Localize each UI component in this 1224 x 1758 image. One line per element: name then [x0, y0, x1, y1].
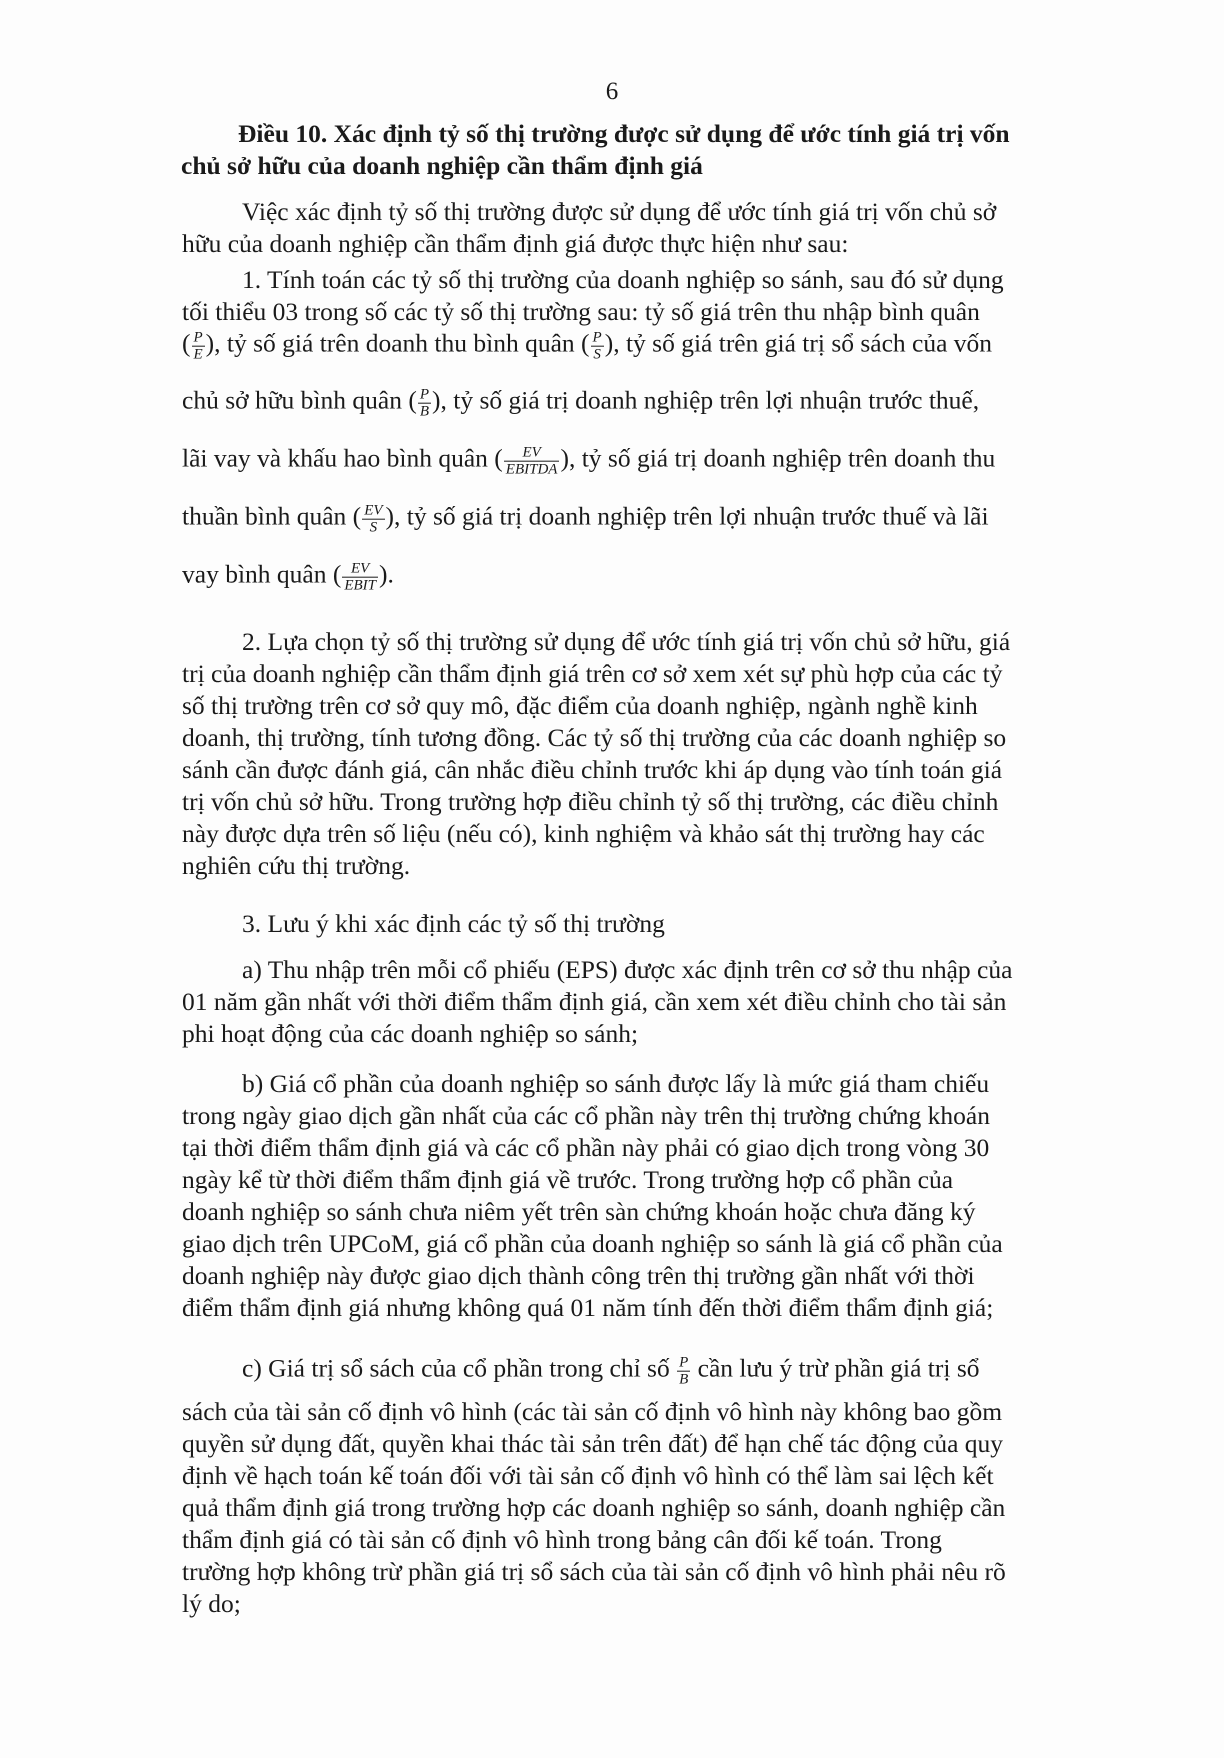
- item3c-line-7: trường hợp không trừ phần giá trị sổ sách của tài sản cố định vô hình phải nêu rõ: [182, 1557, 1006, 1586]
- page-number: 6: [605, 78, 619, 105]
- item2-line-7: này được dựa trên số liệu (nếu có), kinh nghiệm và khảo sát thị trường hay các: [182, 819, 985, 848]
- fraction-ev-ebit: $\frac{EV}{\text{EBIT}}$: [344, 560, 377, 594]
- item3b-line-4: ngày kể từ thời điểm thẩm định giá về trước. Trong trường hợp cổ phần của: [182, 1165, 954, 1194]
- item3c-line-4: định về hạch toán kế toán đối với tài sản cố định vô hình có thể làm sai lệch kết: [182, 1461, 994, 1490]
- item3b-line-5: doanh nghiệp so sánh chưa niêm yết trên sàn chứng khoán hoặc chưa đăng ký: [182, 1197, 976, 1226]
- article-heading-line-1: Điều 10. Xác định tỷ số thị trường được sử dụng để ước tính giá trị vốn: [238, 119, 1010, 148]
- item2-line-3: số thị trường trên cơ sở quy mô, đặc điểm của doanh nghiệp, ngành nghề kinh: [182, 691, 978, 720]
- item1-line-6: thuần bình quân ( $\frac{EV}{S}$ ), tỷ số giá trị doanh nghiệp trên lợi nhuận trước thuế và lãi: [182, 501, 989, 536]
- item2-line-5: sánh cần được đánh giá, cân nhắc điều chỉnh trước khi áp dụng vào tính toán giá: [182, 755, 1003, 784]
- item3b-line-8: điểm thẩm định giá nhưng không quá 01 năm tính đến thời điểm thẩm định giá;: [182, 1293, 994, 1322]
- item1-line-7: vay bình quân ( $\frac{EV}{\text{EBIT}}$ ).: [182, 559, 394, 594]
- item3c-line-6: thẩm định giá có tài sản cố định vô hình trong bảng cân đối kế toán. Trong: [182, 1525, 942, 1554]
- item3a-line-3: phi hoạt động của các doanh nghiệp so sánh;: [182, 1019, 639, 1048]
- item3c-line-8: lý do;: [182, 1589, 241, 1618]
- item3c-line-1: c) Giá trị sổ sách của cổ phần trong chỉ số $\frac{P}{B}$ cần lưu ý trừ phần giá trị sổ: [242, 1353, 980, 1388]
- item3b-line-6: giao dịch trên UPCoM, giá cổ phần của doanh nghiệp so sánh là giá cổ phần của: [182, 1229, 1003, 1258]
- item2-line-4: doanh, thị trường, tính tương đồng. Các tỷ số thị trường của các doanh nghiệp so: [182, 723, 1007, 752]
- item2-line-2: trị của doanh nghiệp cần thẩm định giá trên cơ sở xem xét sự phù hợp của các tỷ: [182, 659, 1003, 688]
- fraction-p-b-inline: $\frac{P}{B}$: [679, 1354, 689, 1388]
- fraction-ev-ebitda: $\frac{EV}{\text{EBITDA}}$: [505, 444, 558, 478]
- item3a-line-1: a) Thu nhập trên mỗi cổ phiếu (EPS) được xác định trên cơ sở thu nhập của: [242, 955, 1013, 984]
- item3c-line-5: quả thẩm định giá trong trường hợp các doanh nghiệp so sánh, doanh nghiệp cần: [182, 1493, 1006, 1522]
- item2-line-6: trị vốn chủ sở hữu. Trong trường hợp điều chỉnh tỷ số thị trường, các điều chỉnh: [182, 787, 999, 816]
- item2-line-8: nghiên cứu thị trường.: [182, 851, 411, 880]
- item3c-line-2: sách của tài sản cố định vô hình (các tài sản cố định vô hình này không bao gồm: [182, 1397, 1003, 1426]
- intro-line-2: hữu của doanh nghiệp cần thẩm định giá được thực hiện như sau:: [182, 229, 849, 258]
- fraction-p-s: $\frac{P}{S}$: [592, 329, 602, 363]
- item1-line-1: 1. Tính toán các tỷ số thị trường của doanh nghiệp so sánh, sau đó sử dụng: [242, 265, 1004, 294]
- item3c-line-3: quyền sử dụng đất, quyền khai thác tài sản trên đất) để hạn chế tác động của quy: [182, 1429, 1004, 1458]
- item3b-line-7: doanh nghiệp này được giao dịch thành công trên thị trường gần nhất với thời: [182, 1261, 975, 1290]
- fraction-ev-s: $\frac{EV}{S}$: [364, 502, 383, 536]
- item3b-line-1: b) Giá cổ phần của doanh nghiệp so sánh được lấy là mức giá tham chiếu: [242, 1069, 990, 1098]
- article-heading-line-2: chủ sở hữu của doanh nghiệp cần thẩm định giá: [181, 151, 703, 180]
- fraction-p-e: $\frac{P}{E}$: [193, 329, 203, 363]
- fraction-p-b: $\frac{P}{B}$: [419, 386, 429, 420]
- item2-line-1: 2. Lựa chọn tỷ số thị trường sử dụng để ước tính giá trị vốn chủ sở hữu, giá: [242, 627, 1011, 656]
- item3b-line-2: trong ngày giao dịch gần nhất của các cổ phần này trên thị trường chứng khoán: [182, 1101, 990, 1130]
- item1-line-3: ( $\frac{P}{E}$ ), tỷ số giá trên doanh thu bình quân ( $\frac{P}{S}$ ), tỷ số giá trên giá trị sổ sách của vốn: [182, 328, 993, 363]
- item3-heading: 3. Lưu ý khi xác định các tỷ số thị trường: [242, 909, 665, 938]
- item3a-line-2: 01 năm gần nhất với thời điểm thẩm định giá, cần xem xét điều chỉnh cho tài sản: [182, 987, 1007, 1016]
- item1-line-2: tối thiểu 03 trong số các tỷ số thị trường sau: tỷ số giá trên thu nhập bình quân: [182, 297, 980, 326]
- intro-line-1: Việc xác định tỷ số thị trường được sử dụng để ước tính giá trị vốn chủ sở: [242, 197, 997, 226]
- item1-line-4: chủ sở hữu bình quân ( $\frac{P}{B}$ ), tỷ số giá trị doanh nghiệp trên lợi nhuận trước thuế,: [182, 385, 980, 420]
- item1-line-5: lãi vay và khấu hao bình quân ( $\frac{EV}{\text{EBITDA}}$ ), tỷ số giá trị doanh nghiệp trên doanh thu: [182, 443, 996, 478]
- item3b-line-3: tại thời điểm thẩm định giá và các cổ phần này phải có giao dịch trong vòng 30: [182, 1133, 990, 1162]
